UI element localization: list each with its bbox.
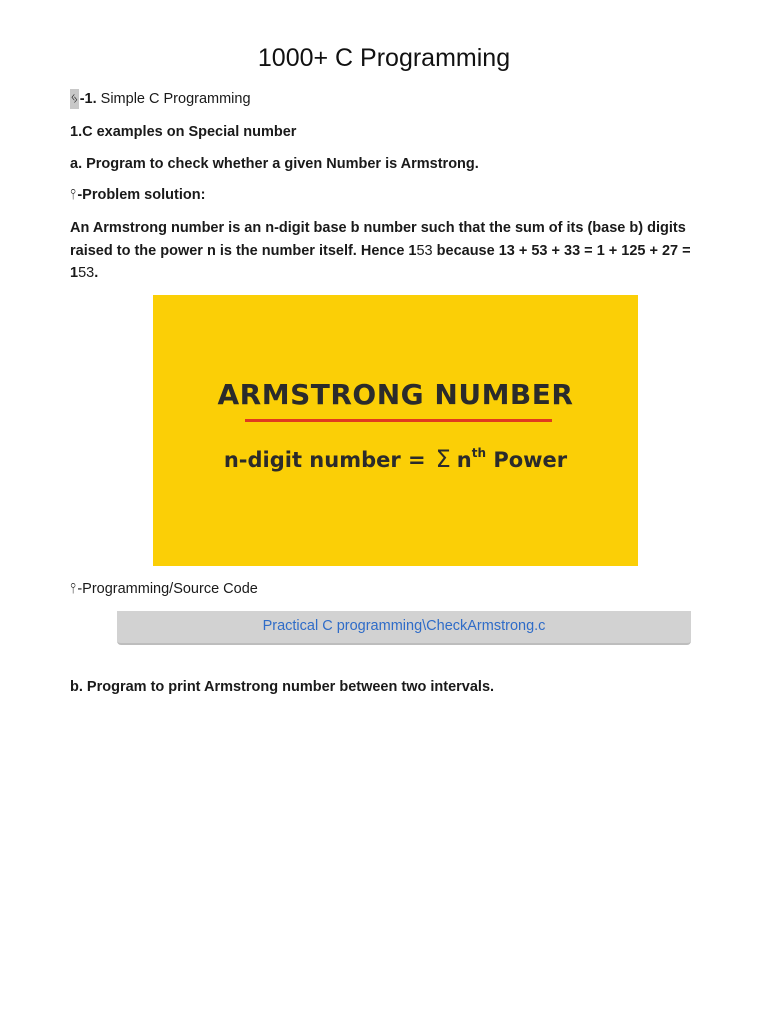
formula-n: n [456, 448, 472, 472]
subsection-heading [70, 122, 296, 142]
section-label: Simple C Programming [96, 91, 251, 107]
source-code-label: -Programming/Source Code [77, 581, 258, 597]
banner-underline [245, 419, 552, 422]
problem-bullet-icon: ⫯ [70, 187, 77, 203]
source-file-link[interactable]: Practical C programming\CheckArmstrong.c [262, 618, 546, 634]
paragraph-text-2: 53 [416, 242, 433, 259]
paragraph-text-3: because 13 + 53 + 33 = [432, 242, 597, 259]
paragraph-text-1: An Armstrong number is an n-digit base b number such that the sum of its (base b) digits raised to the power n is the number itself. Hence 1 [70, 220, 686, 259]
formula-superscript: th [471, 446, 487, 460]
banner-title: ARMSTRONG NUMBER [217, 378, 574, 411]
item-a-heading: a. Program to check whether a given Number is Armstrong. [70, 156, 479, 172]
sigma-icon: Σ [435, 445, 451, 473]
source-bullet-icon: ⫯ [70, 581, 77, 597]
source-file-bar [117, 611, 691, 645]
armstrong-description [70, 217, 710, 285]
armstrong-number-banner [153, 295, 638, 566]
problem-solution-label: -Problem solution: [77, 187, 206, 203]
problem-solution-heading [70, 185, 205, 205]
formula-right: Power [486, 448, 568, 472]
section-number: -1. [79, 91, 97, 107]
section-heading [70, 89, 251, 109]
document-title: 1000+ C Programming [257, 44, 511, 72]
subsection-number: 1. [70, 124, 83, 140]
source-code-heading [70, 579, 258, 599]
section-bullet-icon: ᛃ [70, 91, 79, 107]
paragraph-text-6: . [94, 265, 99, 281]
banner-formula [153, 445, 638, 473]
formula-left: n-digit number = [223, 448, 426, 472]
paragraph-text-4: 1 + 125 + 27 = 1 [70, 242, 691, 281]
subsection-label: C examples on Special number [82, 124, 297, 140]
paragraph-text-5: 53 [78, 265, 95, 281]
item-b-heading: b. Program to print Armstrong number between two intervals. [70, 679, 495, 695]
